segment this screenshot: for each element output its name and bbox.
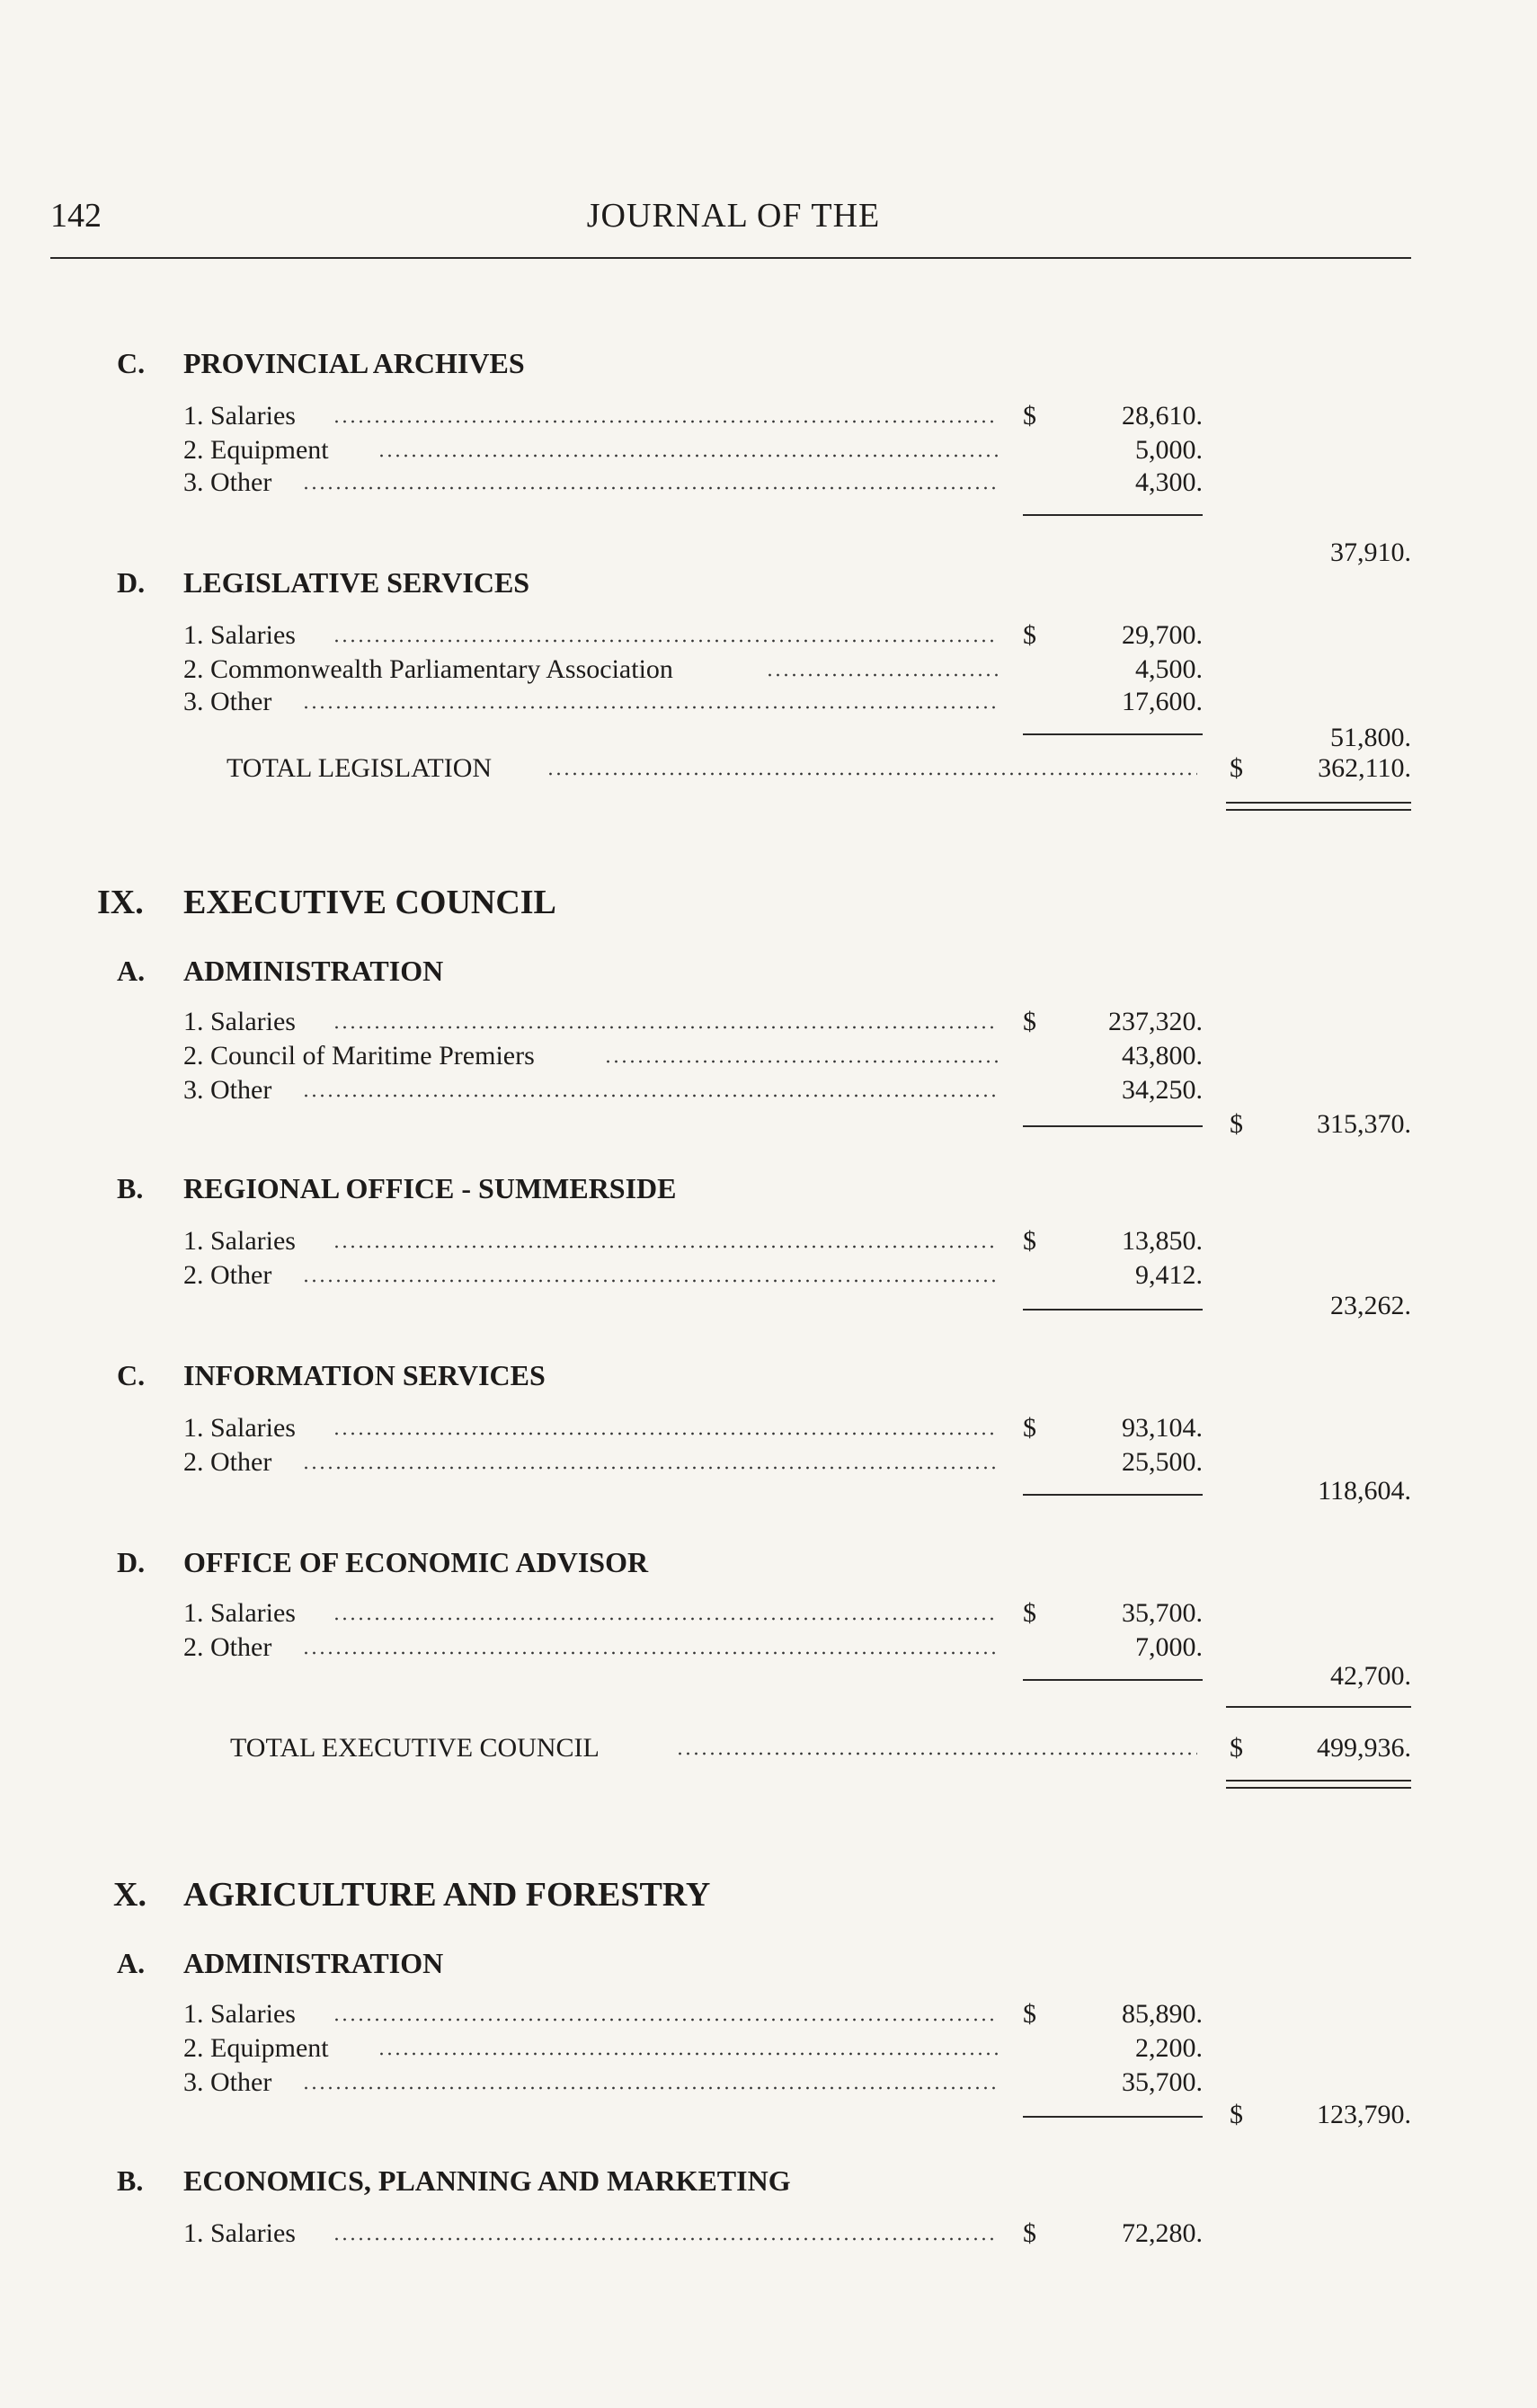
line-label: 2. Other — [183, 1260, 272, 1290]
journal-title: JOURNAL OF THE — [586, 197, 881, 235]
line-amount: 34,250. — [1122, 1075, 1203, 1105]
section-total-rule — [1226, 1706, 1411, 1708]
dollar-sign: $ — [1023, 1999, 1036, 2029]
line-label: 2. Commonwealth Parliamentary Association — [183, 654, 673, 684]
line-label: 2. Council of Maritime Premiers — [183, 1041, 535, 1071]
line-item — [183, 1226, 296, 1257]
line-amount: 93,104. — [1122, 1413, 1203, 1443]
section-letter: C. — [117, 1359, 146, 1391]
subtotal-amount: 37,910. — [1330, 538, 1411, 567]
subtotal-amount: 118,604. — [1318, 1476, 1411, 1506]
section-letter: D. — [117, 1546, 146, 1578]
section-title: LEGISLATIVE SERVICES — [183, 566, 530, 599]
line-amount: 35,700. — [1122, 2067, 1203, 2097]
line-item — [183, 2067, 271, 2098]
line-item — [183, 467, 271, 498]
subtotal-rule — [1023, 1125, 1203, 1127]
dot-leader — [302, 706, 998, 709]
dot-leader — [302, 2086, 998, 2090]
subtotal-rule — [1023, 1494, 1203, 1496]
line-amount: 2,200. — [1135, 2033, 1203, 2063]
line-amount: 13,850. — [1122, 1226, 1203, 1256]
dollar-sign: $ — [1230, 1733, 1243, 1763]
line-amount: 4,300. — [1135, 467, 1203, 497]
subtotal-rule — [1023, 2116, 1203, 2118]
dollar-sign: $ — [1023, 1007, 1036, 1036]
dot-leader — [378, 454, 998, 458]
double-rule — [1226, 802, 1411, 811]
dot-leader — [378, 2052, 998, 2056]
line-label: 1. Salaries — [183, 620, 296, 650]
dot-leader — [333, 2237, 998, 2241]
line-amount: 43,800. — [1122, 1041, 1203, 1071]
dollar-sign: $ — [1023, 1598, 1036, 1628]
line-item — [183, 620, 296, 651]
line-label: 1. Salaries — [183, 1999, 296, 2029]
line-label: 3. Other — [183, 1075, 272, 1105]
line-item — [183, 1598, 296, 1629]
subtotal-rule — [1023, 733, 1203, 735]
line-label: 1. Salaries — [183, 2218, 296, 2248]
section-letter: B. — [117, 2164, 144, 2197]
line-label: 1. Salaries — [183, 1007, 296, 1036]
section-title: ADMINISTRATION — [183, 1947, 444, 1979]
dot-leader — [546, 772, 1197, 776]
subtotal-amount: 42,700. — [1330, 1661, 1411, 1691]
section-title: INFORMATION SERVICES — [183, 1359, 546, 1391]
dot-leader — [333, 420, 998, 423]
dot-leader — [333, 1026, 998, 1029]
line-label: 1. Salaries — [183, 1413, 296, 1443]
subtotal-amount: 23,262. — [1330, 1291, 1411, 1320]
line-item — [183, 435, 329, 466]
line-amount: 35,700. — [1122, 1598, 1203, 1628]
subtotal-amount: 315,370. — [1317, 1109, 1411, 1139]
dot-leader — [333, 1245, 998, 1248]
section-letter: B. — [117, 1172, 144, 1204]
total-label: TOTAL LEGISLATION — [227, 753, 493, 783]
line-label: 3. Other — [183, 687, 272, 716]
line-amount: 25,500. — [1122, 1447, 1203, 1477]
line-amount: 5,000. — [1135, 435, 1203, 465]
subtotal-rule — [1023, 1679, 1203, 1681]
dollar-sign: $ — [1230, 1109, 1243, 1139]
section-letter: C. — [117, 347, 146, 379]
line-item — [183, 1413, 296, 1444]
line-amount: 4,500. — [1135, 654, 1203, 684]
dot-leader — [333, 1432, 998, 1435]
department-title: EXECUTIVE COUNCIL — [183, 884, 556, 921]
total-amount: 362,110. — [1318, 753, 1411, 783]
dot-leader — [766, 673, 998, 677]
line-item — [183, 1041, 535, 1071]
line-item — [183, 401, 296, 431]
line-label: 3. Other — [183, 2067, 272, 2097]
line-amount: 17,600. — [1122, 687, 1203, 716]
dot-leader — [604, 1060, 998, 1063]
line-item — [183, 1007, 296, 1037]
section-title: OFFICE OF ECONOMIC ADVISOR — [183, 1546, 649, 1578]
line-label: 2. Other — [183, 1447, 272, 1477]
page-number: 142 — [50, 197, 102, 235]
page-header — [50, 196, 1411, 239]
line-label: 3. Other — [183, 467, 272, 497]
dollar-sign: $ — [1230, 2100, 1243, 2129]
line-label: 2. Equipment — [183, 2033, 329, 2063]
line-amount: 72,280. — [1122, 2218, 1203, 2248]
line-amount: 28,610. — [1122, 401, 1203, 431]
dollar-sign: $ — [1230, 753, 1243, 783]
subtotal-amount: 51,800. — [1330, 723, 1411, 752]
line-label: 2. Other — [183, 1632, 272, 1662]
line-item — [183, 654, 673, 685]
line-label: 1. Salaries — [183, 1226, 296, 1256]
line-item — [183, 1075, 271, 1106]
department-title: AGRICULTURE AND FORESTRY — [183, 1876, 711, 1914]
subtotal-rule — [1023, 514, 1203, 516]
dot-leader — [302, 1466, 998, 1470]
section-title: ECONOMICS, PLANNING AND MARKETING — [183, 2164, 791, 2197]
dot-leader — [302, 1094, 998, 1097]
department-number: IX. — [97, 884, 144, 921]
line-item — [183, 2033, 329, 2064]
dollar-sign: $ — [1023, 620, 1036, 650]
dollar-sign: $ — [1023, 1413, 1036, 1443]
dollar-sign: $ — [1023, 2218, 1036, 2248]
total-amount: 499,936. — [1317, 1733, 1411, 1763]
line-item — [183, 2218, 296, 2249]
dollar-sign: $ — [1023, 401, 1036, 431]
dot-leader — [302, 486, 998, 490]
dot-leader — [333, 639, 998, 643]
line-label: 2. Equipment — [183, 435, 329, 465]
line-amount: 85,890. — [1122, 1999, 1203, 2029]
section-letter: A. — [117, 955, 146, 987]
dot-leader — [302, 1651, 998, 1655]
line-amount: 7,000. — [1135, 1632, 1203, 1662]
line-item — [183, 687, 271, 717]
total-label: TOTAL EXECUTIVE COUNCIL — [230, 1733, 600, 1763]
header-rule — [50, 257, 1411, 259]
subtotal-amount: 123,790. — [1317, 2100, 1411, 2129]
line-label: 1. Salaries — [183, 1598, 296, 1628]
department-number: X. — [113, 1876, 147, 1914]
dot-leader — [333, 1617, 998, 1621]
line-item — [183, 1632, 271, 1663]
dot-leader — [676, 1752, 1197, 1755]
line-label: 1. Salaries — [183, 401, 296, 431]
line-amount: 9,412. — [1135, 1260, 1203, 1290]
dot-leader — [333, 2018, 998, 2021]
section-title: REGIONAL OFFICE - SUMMERSIDE — [183, 1172, 677, 1204]
section-letter: A. — [117, 1947, 146, 1979]
line-item — [183, 1260, 271, 1291]
section-title: ADMINISTRATION — [183, 955, 444, 987]
line-item — [183, 1447, 271, 1478]
section-title: PROVINCIAL ARCHIVES — [183, 347, 525, 379]
line-amount: 29,700. — [1122, 620, 1203, 650]
dollar-sign: $ — [1023, 1226, 1036, 1256]
double-rule — [1226, 1780, 1411, 1789]
line-amount: 237,320. — [1108, 1007, 1203, 1036]
subtotal-rule — [1023, 1309, 1203, 1311]
dot-leader — [302, 1279, 998, 1283]
line-item — [183, 1999, 296, 2030]
section-letter: D. — [117, 566, 146, 599]
